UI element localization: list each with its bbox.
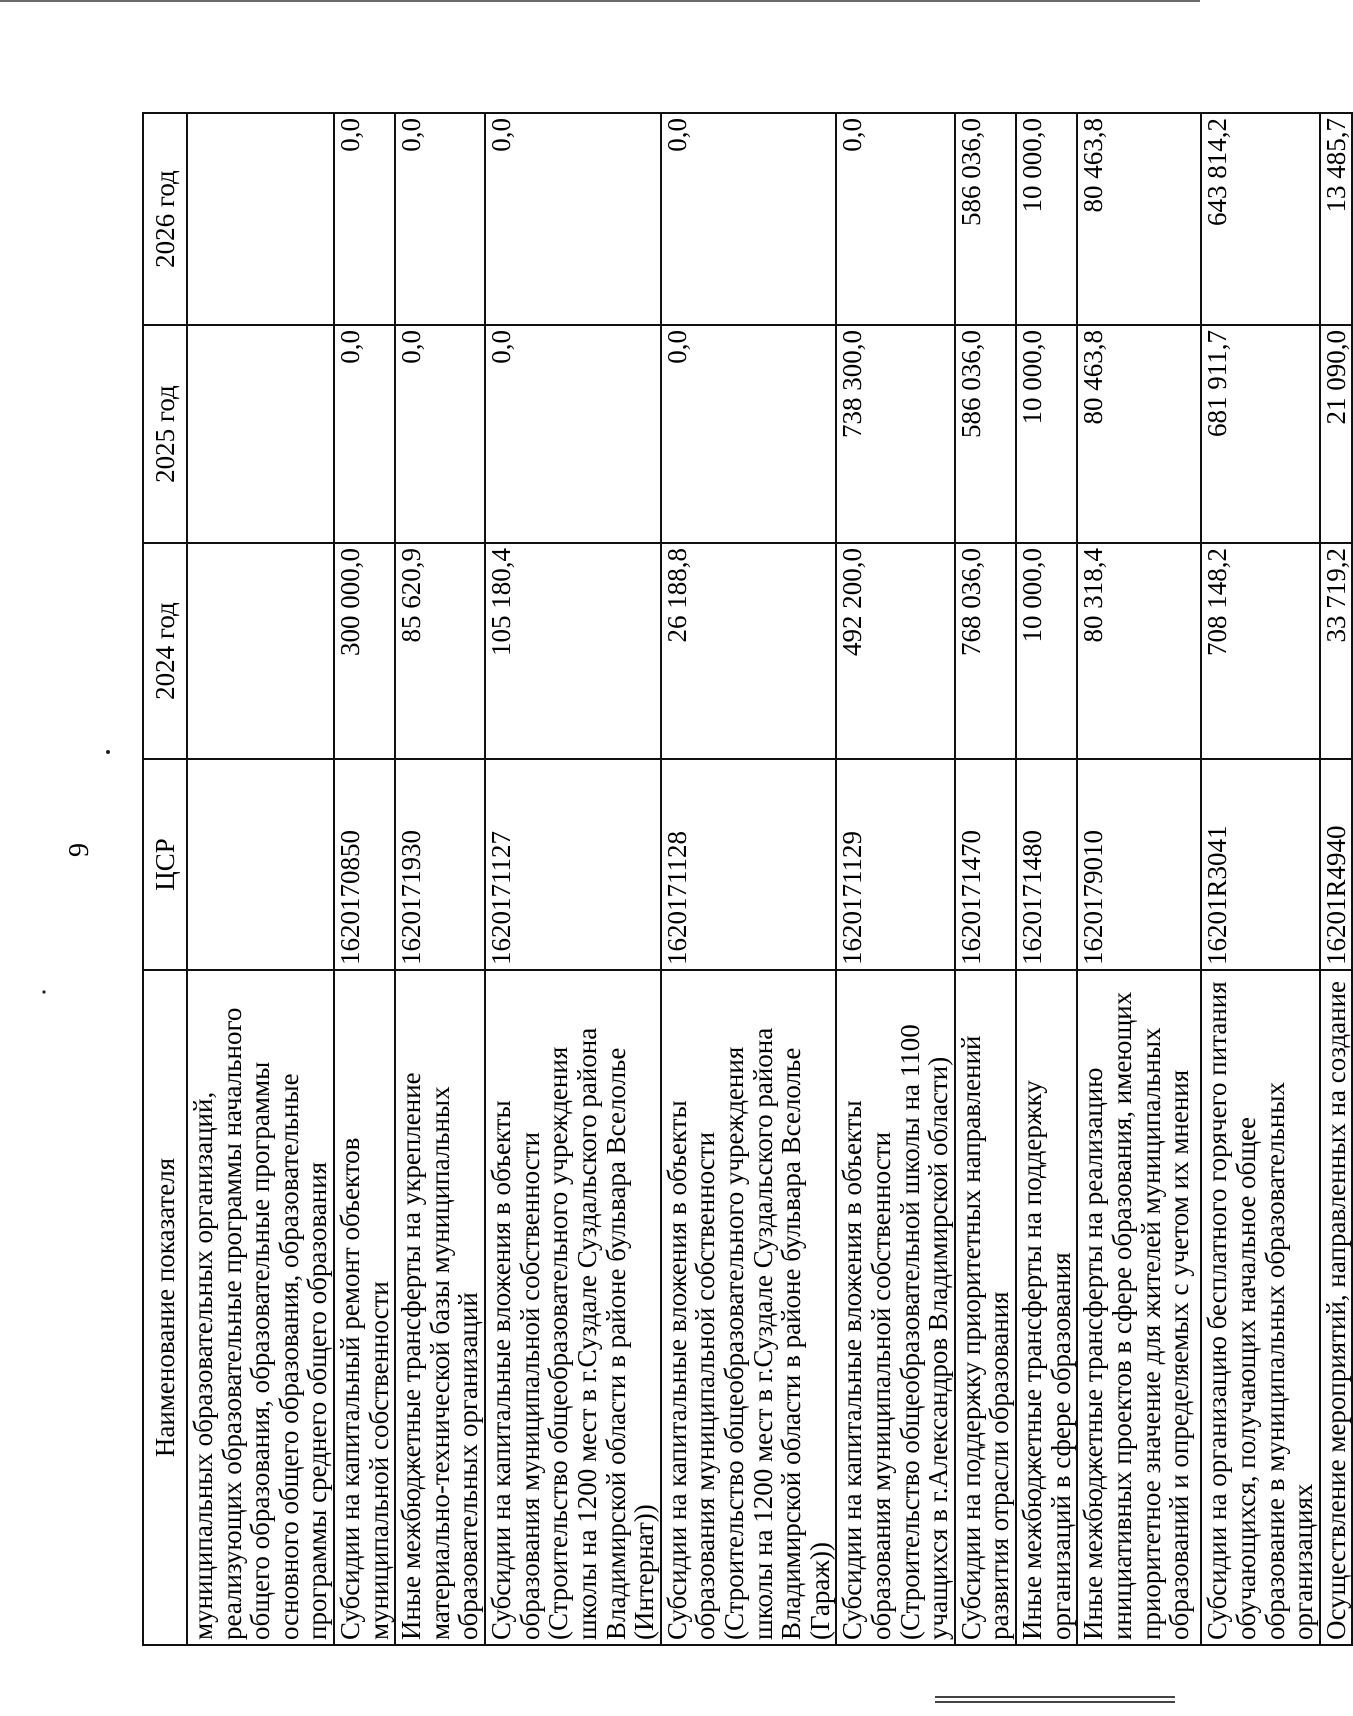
row-value-2025: 0,0 [395,325,485,543]
row-value-2025: 80 463,8 [1077,325,1201,543]
header-2026: 2026 год [143,113,187,325]
table-row [1201,113,1319,1645]
row-code: 1620171127 [485,759,661,970]
row-value-2026: 586 036,0 [955,113,1016,325]
row-value-2024: 708 148,2 [1201,543,1319,759]
scan-top-border [0,0,1200,2]
row-value-2025: 0,0 [661,325,837,543]
row-name: Иные межбюджетные трансферты на реализацию инициативных проектов в сфере образования, имеющих приоритетное значение для жителей муниципальных образований и определяемых с учетом их мнения [1077,970,1201,1645]
row-code: 1620171930 [395,759,485,970]
row-value-2026: 13 485,7 [1320,113,1353,325]
row-value-2026: 0,0 [485,113,661,325]
header-name: Наименование показателя [143,970,187,1645]
row-value-2024: 768 036,0 [955,543,1016,759]
row-value-2024: 85 620,9 [395,543,485,759]
row-code: 16201R3041 [1201,759,1319,970]
table-row [334,113,395,1645]
table-row [187,113,334,1645]
row-value-2024: 26 188,8 [661,543,837,759]
row-value-2026: 0,0 [661,113,837,325]
row-name: Субсидии на капитальные вложения в объекты образования муниципальной собственности (Строительство общеобразовательного учреждения школы на 1200 мест в г.Суздале Суздальского района Владимирской области в районе бульвара Вселолье (Интернат)) [485,970,661,1645]
row-code: 1620171129 [836,759,954,970]
table-row [1320,113,1353,1645]
row-value-2025: 586 036,0 [955,325,1016,543]
row-code: 1620171470 [955,759,1016,970]
row-value-2024: 300 000,0 [334,543,395,759]
row-name: Субсидии на капитальные вложения в объекты образования муниципальной собственности (Строительство общеобразовательной школы на 1100 учащихся в г.Александров Владимирской области) [836,970,954,1645]
row-value-2026: 643 814,2 [1201,113,1319,325]
row-value-2024: 33 719,2 [1320,543,1353,759]
row-value-2025 [187,325,334,543]
table-header-row [143,113,187,1645]
row-value-2026: 80 463,8 [1077,113,1201,325]
row-value-2025: 0,0 [485,325,661,543]
row-value-2024 [187,543,334,759]
table-row [485,113,661,1645]
row-value-2024: 492 200,0 [836,543,954,759]
row-value-2025: 21 090,0 [1320,325,1353,543]
row-value-2026: 10 000,0 [1016,113,1077,325]
row-value-2024: 80 318,4 [1077,543,1201,759]
row-value-2026 [187,113,334,325]
scan-bottom-lines [935,1696,1175,1706]
table-row [661,113,837,1645]
header-2024: 2024 год [143,543,187,759]
row-value-2024: 10 000,0 [1016,543,1077,759]
header-code: ЦСР [143,759,187,970]
row-name: Осуществление мероприятий, направленных на создание [1320,970,1353,1645]
rotated-table-container [142,114,1351,1646]
row-name: муниципальных образовательных организаций, реализующих образовательные программы начального общего образования, образовательные программы основного общего образования, образовательные программы среднего общего образования [187,970,334,1645]
row-name: Субсидии на капитальные вложения в объекты образования муниципальной собственности (Строительство общеобразовательного учреждения школы на 1200 мест в г.Суздале Суздальского района Владимирской области в районе бульвара Вселолье (Гараж)) [661,970,837,1645]
row-name: Иные межбюджетные трансферты на укрепление материально-технической базы муниципальных образовательных организаций [395,970,485,1645]
row-value-2026: 0,0 [334,113,395,325]
row-value-2025: 681 911,7 [1201,325,1319,543]
row-code: 1620171480 [1016,759,1077,970]
table-row [836,113,954,1645]
row-code: 1620170850 [334,759,395,970]
table-row [955,113,1016,1645]
row-name: Субсидии на организацию бесплатного горячего питания обучающихся, получающих начальное общее образование в муниципальных образовательных организациях [1201,970,1319,1645]
row-code: 1620179010 [1077,759,1201,970]
table-row [1016,113,1077,1645]
row-value-2026: 0,0 [395,113,485,325]
row-code: 16201R4940 [1320,759,1353,970]
row-value-2026: 0,0 [836,113,954,325]
budget-table [142,112,1353,1646]
header-2025: 2025 год [143,325,187,543]
row-value-2025: 0,0 [334,325,395,543]
table-row [395,113,485,1645]
row-value-2024: 105 180,4 [485,543,661,759]
row-value-2025: 10 000,0 [1016,325,1077,543]
table-row [1077,113,1201,1645]
page-number: 9 [64,843,95,857]
row-code [187,759,334,970]
row-value-2025: 738 300,0 [836,325,954,543]
row-name: Субсидии на капитальный ремонт объектов муниципальной собственности [334,970,395,1645]
row-name: Иные межбюджетные трансферты на поддержку организаций в сфере образования [1016,970,1077,1645]
row-code: 1620171128 [661,759,837,970]
row-name: Субсидии на поддержку приоритетных направлений развития отрасли образования [955,970,1016,1645]
